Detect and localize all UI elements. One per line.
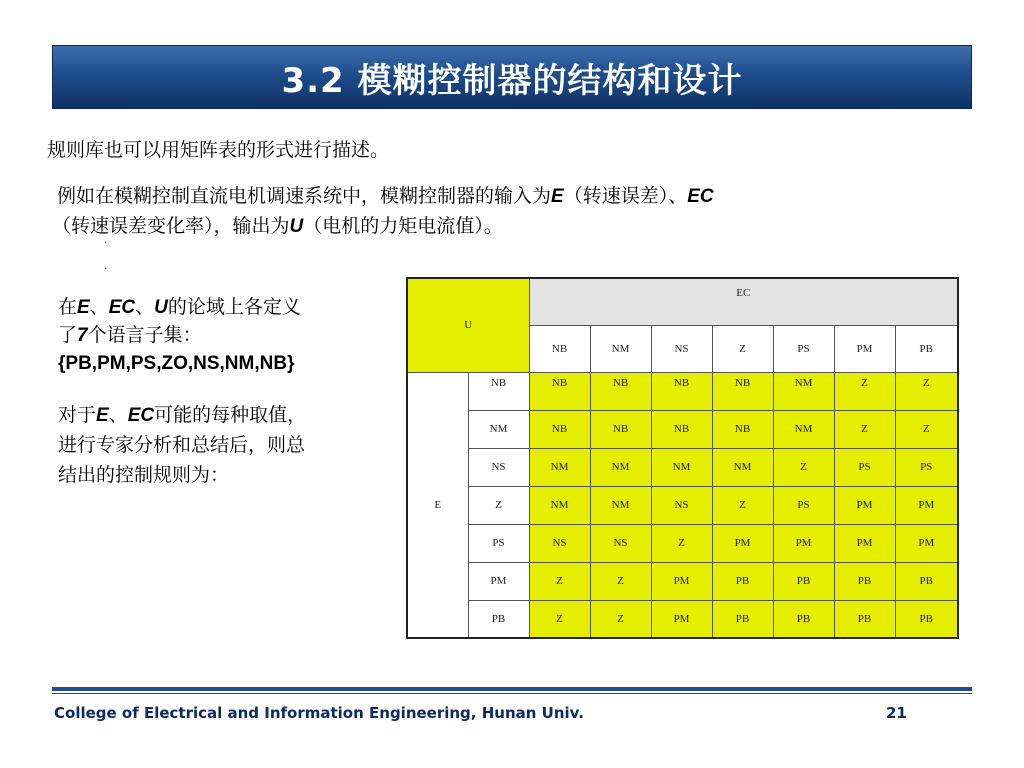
left-text: 的论域上各定义 — [167, 296, 301, 318]
e-header-cell: NS — [468, 448, 529, 486]
paragraph-line-2 — [52, 212, 503, 241]
rule-cell: Z — [590, 562, 651, 600]
intro-text: 规则库也可以用矩阵表的形式进行描述。 — [47, 139, 390, 161]
left-text: 了 — [58, 324, 78, 346]
rule-cell: PS — [895, 448, 958, 486]
footer-rule-thick — [52, 687, 972, 691]
rule-cell: PM — [895, 486, 958, 524]
paragraph-line-1 — [57, 182, 714, 211]
left-line-1 — [58, 293, 301, 322]
table-row — [407, 524, 958, 562]
rule-cell: NM — [651, 448, 712, 486]
rule-cell: NB — [651, 410, 712, 448]
footer-rule-thin — [52, 693, 972, 694]
left-text: 、 — [135, 296, 155, 318]
rule-cell: PB — [895, 600, 958, 638]
rule-cell: PB — [712, 562, 773, 600]
table-row — [407, 486, 958, 524]
e-header-cell: NB — [468, 372, 529, 410]
rule-cell: Z — [712, 486, 773, 524]
rule-cell: Z — [834, 410, 895, 448]
rule-cell: PM — [712, 524, 773, 562]
rule-cell: PM — [773, 524, 834, 562]
rule-cell: Z — [529, 600, 590, 638]
rule-cell: NM — [712, 448, 773, 486]
rule-cell: NB — [529, 372, 590, 410]
rule-cell: NB — [529, 410, 590, 448]
rule-cell: Z — [590, 600, 651, 638]
title-bar — [52, 45, 972, 109]
rule-cell: PM — [834, 486, 895, 524]
rule-cell: NM — [590, 448, 651, 486]
table-row — [407, 600, 958, 638]
page-number: 21 — [886, 704, 907, 722]
rule-cell: Z — [895, 410, 958, 448]
left-line-4 — [58, 401, 306, 430]
rule-cell: Z — [895, 372, 958, 410]
rule-cell: NB — [590, 372, 651, 410]
rule-cell: NM — [590, 486, 651, 524]
para1-text-d: （电机的力矩电流值）。 — [303, 215, 503, 237]
linguistic-set: {PB,PM,PS,ZO,NS,NM,NB} — [58, 353, 295, 374]
para1-var-u: U — [289, 216, 304, 237]
left-text: 、 — [108, 404, 128, 426]
rule-cell: Z — [651, 524, 712, 562]
rule-cell: NB — [712, 372, 773, 410]
ec-header-cell: NB — [529, 325, 590, 372]
ec-header-cell: NS — [651, 325, 712, 372]
stray-dot: · — [104, 238, 108, 249]
e-header-cell: PS — [468, 524, 529, 562]
e-header-cell: PM — [468, 562, 529, 600]
left-count: 7 — [77, 325, 88, 346]
rule-cell: PB — [773, 562, 834, 600]
rule-cell: PS — [773, 486, 834, 524]
left-line-6: 结出的控制规则为： — [58, 464, 230, 486]
slide-title: 3.2 模糊控制器的结构和设计 — [281, 60, 743, 101]
left-text: 在 — [58, 296, 78, 318]
ec-group-header: EC — [529, 278, 958, 325]
e-header-cell: NM — [468, 410, 529, 448]
rule-matrix-table — [406, 277, 959, 639]
para1-text-c: （转速误差变化率），输出为 — [52, 215, 290, 237]
ec-header-cell: PM — [834, 325, 895, 372]
left-line-2 — [58, 321, 202, 350]
ec-header-cell: Z — [712, 325, 773, 372]
para1-var-ec: EC — [687, 186, 714, 207]
left-var-ec: EC — [108, 297, 136, 318]
rule-cell: PM — [834, 524, 895, 562]
e-group-header: E — [407, 372, 468, 638]
rule-cell: NM — [529, 448, 590, 486]
rule-cell: NS — [651, 486, 712, 524]
ec-header-cell: PB — [895, 325, 958, 372]
para1-text-a: 例如在模糊控制直流电机调速系统中，模糊控制器的输入为 — [57, 185, 552, 207]
ec-header-cell: NM — [590, 325, 651, 372]
rule-cell: Z — [529, 562, 590, 600]
para1-var-e: E — [551, 186, 564, 207]
rule-cell: PM — [651, 562, 712, 600]
e-header-cell: PB — [468, 600, 529, 638]
ec-header-cell: PS — [773, 325, 834, 372]
table-row — [407, 410, 958, 448]
rule-cell: PB — [834, 562, 895, 600]
table-row — [407, 562, 958, 600]
rule-cell: PB — [773, 600, 834, 638]
rule-cell: PB — [712, 600, 773, 638]
rule-cell: NS — [590, 524, 651, 562]
left-text: 可能的每种取值， — [154, 404, 307, 426]
para1-text-b: （转速误差）、 — [563, 185, 688, 207]
table-row — [407, 448, 958, 486]
rule-cell: Z — [773, 448, 834, 486]
rule-cell: NB — [712, 410, 773, 448]
left-var-u: U — [154, 297, 168, 318]
rule-cell: PS — [834, 448, 895, 486]
rule-cell: NB — [651, 372, 712, 410]
footer-institution: College of Electrical and Information Engineering, Hunan Univ. — [54, 704, 584, 722]
corner-label: U — [407, 278, 529, 372]
left-line-5: 进行专家分析和总结后，则总 — [58, 434, 306, 456]
left-text: 个语言子集： — [87, 324, 202, 346]
left-var-e: E — [96, 405, 109, 426]
rule-cell: PM — [895, 524, 958, 562]
rule-cell: NM — [773, 372, 834, 410]
left-text: 对于 — [58, 404, 97, 426]
table-row — [407, 372, 958, 410]
rule-cell: PB — [834, 600, 895, 638]
left-var-ec: EC — [127, 405, 155, 426]
left-text: 、 — [89, 296, 109, 318]
rule-cell: NS — [529, 524, 590, 562]
rule-cell: NM — [773, 410, 834, 448]
rule-cell: NB — [590, 410, 651, 448]
rule-cell: PM — [651, 600, 712, 638]
left-var-e: E — [77, 297, 90, 318]
e-header-cell: Z — [468, 486, 529, 524]
rule-cell: PB — [895, 562, 958, 600]
rule-cell: NM — [529, 486, 590, 524]
stray-dot: · — [104, 264, 108, 275]
rule-cell: Z — [834, 372, 895, 410]
